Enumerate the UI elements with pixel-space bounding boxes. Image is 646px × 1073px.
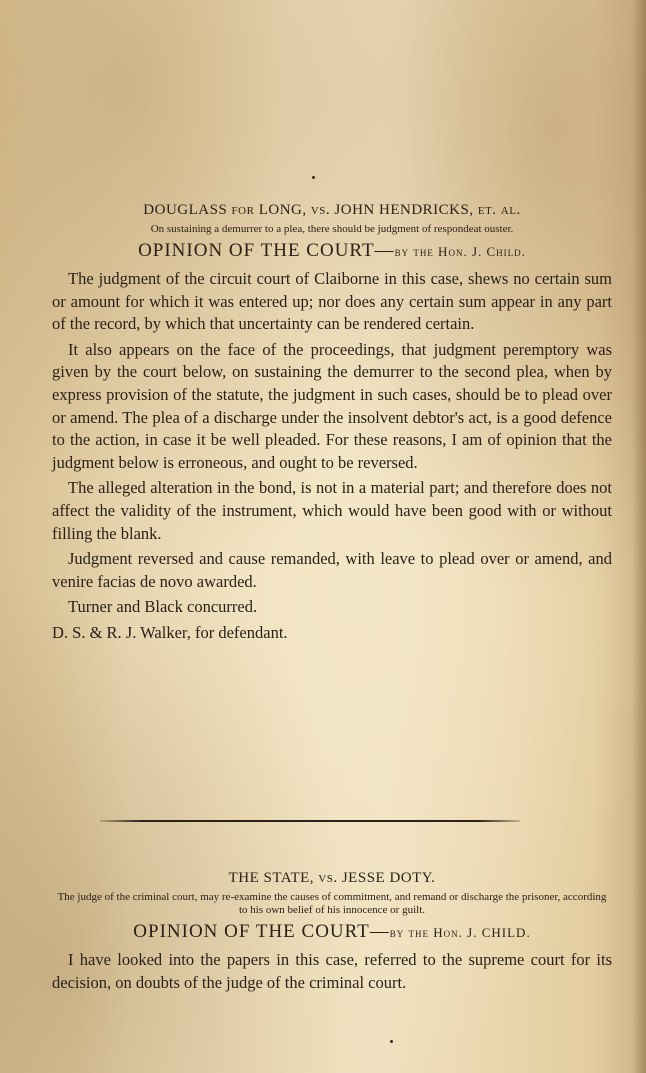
case-headnote: The judge of the criminal court, may re-examine the causes of commitment, and remand or discharge the prisoner, according to his own belief of his innocence or guilt. — [57, 891, 607, 916]
case-title: DOUGLASS for LONG, vs. JOHN HENDRICKS, et. al. — [143, 202, 521, 218]
opinion-paragraph: Judgment reversed and cause remanded, with leave to plead over or amend, and venire facias de novo awarded. — [52, 549, 612, 591]
counsel-note: D. S. & R. J. Walker, for defendant. — [52, 622, 288, 642]
opinion-heading-text: OPINION OF THE COURT— — [138, 240, 395, 261]
opinion-author: by the Hon. J. CHILD. — [389, 925, 531, 940]
opinion-heading-text: OPINION OF THE COURT— — [133, 921, 390, 942]
case-douglass-v-hendricks — [52, 202, 612, 645]
ink-speck — [390, 1040, 393, 1043]
case-state-v-doty — [52, 870, 612, 994]
section-divider — [100, 820, 520, 822]
ink-speck — [312, 176, 315, 179]
opinion-heading — [52, 921, 612, 943]
page-edge-shadow — [632, 0, 646, 1073]
opinion-paragraph: The judgment of the circuit court of Claiborne in this case, shews no certain sum or amount for which it was entered up; nor does any certain sum appear in any part of the record, by which that uncertainty can be rendered certain. — [52, 269, 612, 334]
case-headnote: On sustaining a demurrer to a plea, there should be judgment of respondeat ouster. — [150, 223, 514, 235]
opinion-paragraph: The alleged alteration in the bond, is not in a material part; and therefore does not affect the validity of the instrument, which would have been good with or without filling the blank. — [52, 478, 612, 543]
opinion-paragraph: It also appears on the face of the proceedings, that judgment peremptory was given by the court below, on sustaining the demurrer to the second plea, when by express provision of the statute, the judgment in such cases, should be to plead over or amend. The plea of a discharge under the insolvent debtor's act, is a good defence to the action, in case it be well pleaded. For these reasons, I am of opinion that the judgment below is erroneous, and ought to be reversed. — [52, 339, 612, 472]
concurrence-note: Turner and Black concurred. — [68, 597, 258, 617]
opinion-author: by the Hon. J. Child. — [394, 244, 526, 259]
opinion-heading — [52, 240, 612, 262]
case-title: THE STATE, vs. JESSE DOTY. — [228, 870, 436, 886]
opinion-paragraph: I have looked into the papers in this case, referred to the supreme court for its decision, on doubts of the judge of the criminal court. — [52, 950, 612, 992]
